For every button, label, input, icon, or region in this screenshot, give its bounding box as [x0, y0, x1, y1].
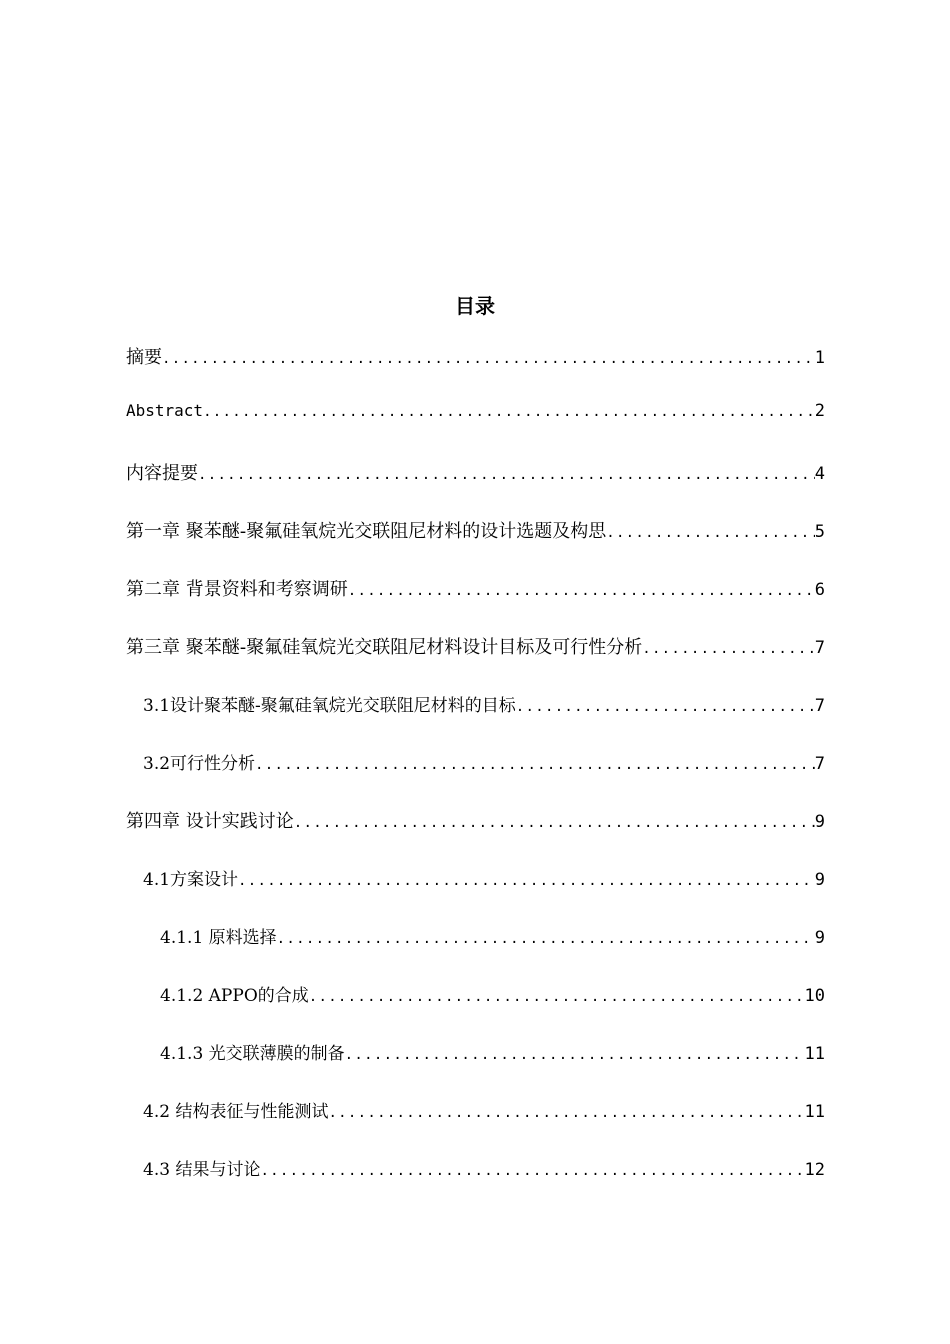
toc-entry-text: 第二章 背景资料和考察调研: [126, 579, 348, 600]
toc-entry-page: 2: [814, 401, 825, 421]
toc-entry-text: 内容提要: [126, 463, 198, 484]
toc-entry-text: 4.3 结果与讨论: [143, 1160, 261, 1180]
toc-leader-dots: [162, 351, 815, 367]
toc-entry-text: 4.1.2 APPO的合成: [160, 986, 309, 1006]
toc-entry-text: Abstract: [126, 401, 204, 420]
toc-entry-page: 7: [814, 754, 825, 774]
toc-entry-section-4-2[interactable]: [143, 1097, 825, 1129]
toc-leader-dots: [348, 583, 815, 599]
toc-entry-text: 4.2 结构表征与性能测试: [143, 1102, 329, 1122]
toc-entry-section-4-1[interactable]: [143, 865, 825, 897]
toc-entry-text: 4.1.3 光交联薄膜的制备: [160, 1044, 345, 1064]
toc-entry-section-3-2[interactable]: [143, 749, 825, 781]
toc-entry-text: 第四章 设计实践讨论: [126, 811, 294, 832]
toc-leader-dots: [198, 467, 815, 483]
toc-leader-dots: [606, 525, 815, 541]
toc-leader-dots: [255, 757, 815, 773]
toc-entry-text: 3.1设计聚苯醚-聚氟硅氧烷光交联阻尼材料的目标: [143, 696, 516, 716]
toc-entry-page: 9: [814, 928, 825, 948]
toc-leader-dots: [294, 815, 815, 831]
toc-entry-abstract-cn[interactable]: [126, 343, 825, 375]
toc-entry-page: 4: [814, 464, 825, 484]
toc-leader-dots: [260, 1163, 804, 1179]
toc-leader-dots: [516, 699, 815, 715]
toc-entry-page: 7: [814, 696, 825, 716]
toc-entry-page: 11: [804, 1102, 825, 1122]
toc-entry-page: 5: [814, 522, 825, 542]
toc-entry-text: 摘要: [126, 347, 162, 368]
toc-leader-dots: [309, 989, 805, 1005]
toc-title: 目录: [455, 294, 495, 318]
toc-entry-text: 第三章 聚苯醚-聚氟硅氧烷光交联阻尼材料设计目标及可行性分析: [126, 637, 643, 658]
toc-entry-section-4-1-1[interactable]: [160, 923, 825, 955]
toc-entry-section-4-1-3[interactable]: [160, 1039, 825, 1071]
toc-entry-chapter-1[interactable]: [126, 517, 825, 549]
toc-leader-dots: [328, 1105, 804, 1121]
toc-leader-dots: [238, 873, 815, 889]
toc-entry-section-4-1-2[interactable]: [160, 981, 825, 1013]
toc-entry-page: 9: [814, 812, 825, 832]
toc-leader-dots: [277, 931, 815, 947]
toc-leader-dots: [345, 1047, 805, 1063]
toc-entry-page: 12: [804, 1160, 825, 1180]
toc-entry-abstract-en[interactable]: [126, 401, 825, 433]
toc-entry-section-4-3[interactable]: [143, 1155, 825, 1187]
toc-entry-page: 6: [814, 580, 825, 600]
toc-leader-dots: [642, 641, 815, 657]
toc-entry-page: 11: [804, 1044, 825, 1064]
toc-entry-page: 10: [804, 986, 825, 1006]
toc-entry-text: 3.2可行性分析: [143, 754, 256, 774]
toc-entry-section-3-1[interactable]: [143, 691, 825, 723]
toc-entry-page: 1: [814, 348, 825, 368]
toc-entry-chapter-2[interactable]: [126, 575, 825, 607]
toc-entry-page: 7: [814, 638, 825, 658]
toc-entry-text: 4.1.1 原料选择: [160, 928, 277, 948]
toc-entry-chapter-3[interactable]: [126, 633, 825, 665]
toc-entry-text: 第一章 聚苯醚-聚氟硅氧烷光交联阻尼材料的设计选题及构思: [126, 521, 607, 542]
toc-entry-page: 9: [814, 870, 825, 890]
toc-leader-dots: [203, 404, 815, 420]
toc-entry-text: 4.1方案设计: [143, 870, 239, 890]
toc-entry-chapter-4[interactable]: [126, 807, 825, 839]
toc-entry-summary[interactable]: [126, 459, 825, 491]
